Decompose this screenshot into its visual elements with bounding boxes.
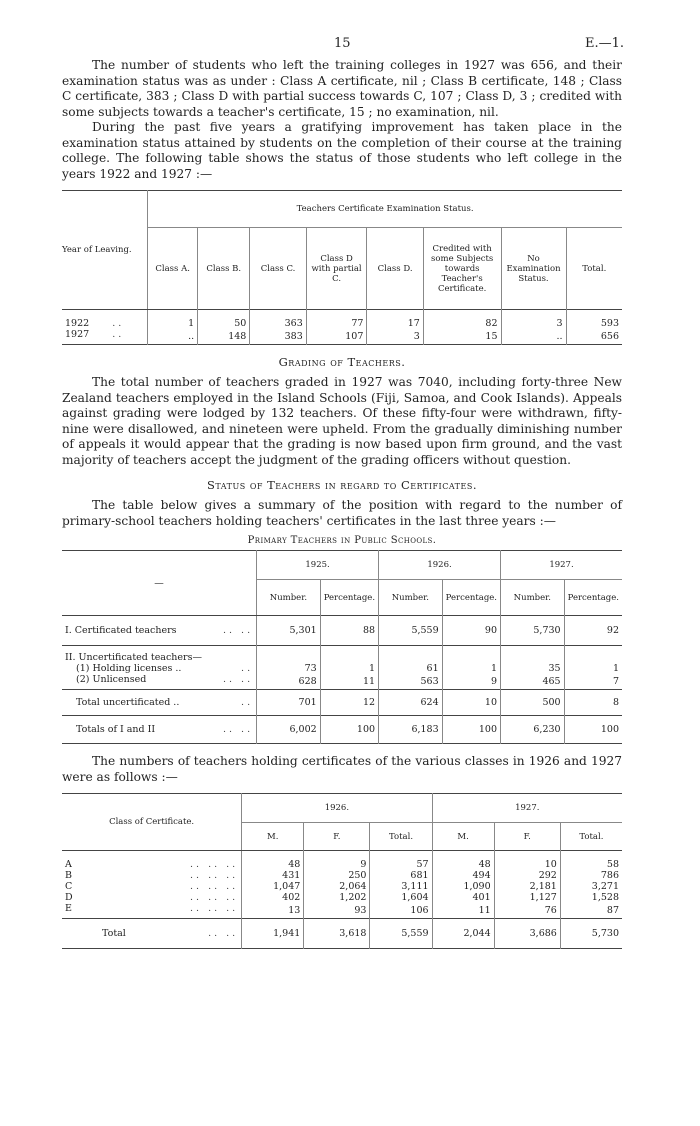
col-percentage: Percentage.: [442, 580, 500, 616]
col-total: Total.: [560, 823, 622, 851]
cell: 35: [501, 663, 565, 674]
class-of-certificate-header: Class of Certificate.: [62, 794, 242, 851]
cell: 92: [564, 616, 622, 646]
col-no-examination: No Examination Status.: [501, 228, 566, 310]
row-label-cell: [62, 892, 242, 903]
cell: 90: [442, 616, 500, 646]
table-row-total: [62, 919, 622, 949]
cell: 1,047: [242, 881, 304, 892]
cell: 1,604: [370, 892, 432, 903]
cell: 431: [242, 870, 304, 881]
cell: 3: [367, 329, 423, 345]
leader-dots: .. ..: [222, 674, 254, 685]
cell: 656: [566, 329, 622, 345]
cell: 500: [501, 690, 565, 716]
cell: 107: [306, 329, 367, 345]
col-class-d: Class D.: [367, 228, 423, 310]
table-row: [62, 329, 622, 345]
cell: ..: [148, 329, 198, 345]
cell: 77: [306, 310, 367, 330]
cell: 15: [423, 329, 501, 345]
cell: 57: [370, 851, 432, 871]
col-female: F.: [304, 823, 370, 851]
row-label-cell: [62, 919, 242, 949]
page-number: 15: [334, 36, 351, 51]
row-label: Total: [102, 928, 126, 939]
cell: 106: [370, 903, 432, 919]
table-row: [62, 674, 622, 690]
table-row: [62, 892, 622, 903]
cell: 8: [564, 690, 622, 716]
cell: 681: [370, 870, 432, 881]
cell: 494: [432, 870, 494, 881]
cell: 383: [250, 329, 306, 345]
row-label: (2) Unlicensed: [76, 674, 147, 685]
row-label-cell: [62, 690, 257, 716]
row-label-cell: [62, 674, 257, 690]
table-row: [62, 616, 622, 646]
leader-dots: ..: [241, 663, 254, 674]
cell: 9: [304, 851, 370, 871]
table-row: [62, 716, 622, 744]
row-label-cell: [62, 851, 242, 871]
col-number: Number.: [257, 580, 321, 616]
year-of-leaving-label: Year of Leaving.: [62, 245, 132, 255]
row-label: E: [65, 903, 72, 914]
cell: 292: [494, 870, 560, 881]
cell: 2,064: [304, 881, 370, 892]
cell: 2,181: [494, 881, 560, 892]
cell: 17: [367, 310, 423, 330]
cell: 11: [432, 903, 494, 919]
row-label-cell: [62, 663, 257, 674]
cell: 61: [379, 663, 443, 674]
row-label: (1) Holding licenses ..: [76, 663, 182, 674]
year-1927-header: 1927.: [501, 551, 623, 580]
cell: 48: [432, 851, 494, 871]
cell: 786: [560, 870, 622, 881]
paragraph-summary: The table below gives a summary of the position with regard to the number of primary-school teachers holding teachers' certificates in the last three years :—: [62, 498, 622, 528]
cell: 1: [320, 663, 378, 674]
cell: 6,183: [379, 716, 443, 744]
row-label: Total uncertificated ..: [76, 697, 180, 708]
cell: 13: [242, 903, 304, 919]
col-percentage: Percentage.: [564, 580, 622, 616]
certificate-classes-table: [62, 793, 622, 949]
cell: ..: [501, 329, 566, 345]
cell: 10: [442, 690, 500, 716]
cell: 5,559: [379, 616, 443, 646]
cell: 100: [564, 716, 622, 744]
examination-status-table: [62, 190, 622, 345]
table-row: [62, 881, 622, 892]
cell: 1,127: [494, 892, 560, 903]
year-label: 1927: [65, 329, 90, 340]
cell: 465: [501, 674, 565, 690]
cell: 3,618: [304, 919, 370, 949]
cell: 100: [320, 716, 378, 744]
cell: 628: [257, 674, 321, 690]
cell: 7: [564, 674, 622, 690]
cell: 593: [566, 310, 622, 330]
col-male: M.: [242, 823, 304, 851]
heading-status-certificates: Status of Teachers in regard to Certificates.: [207, 478, 477, 492]
cell: 250: [304, 870, 370, 881]
row-label-cell: [62, 903, 242, 919]
cell: 93: [304, 903, 370, 919]
table-row: [62, 903, 622, 919]
page-header: [62, 36, 622, 58]
leader-dots: ..: [241, 697, 254, 708]
cell: 1: [564, 663, 622, 674]
leader-dots: .. .. ..: [190, 881, 239, 892]
table-row: [62, 646, 622, 664]
leader-dots: .. ..: [222, 724, 254, 735]
document-page: [62, 36, 622, 949]
cell: 2,044: [432, 919, 494, 949]
row-label: Totals of I and II: [76, 724, 156, 735]
row-label-cell: [62, 870, 242, 881]
col-female: F.: [494, 823, 560, 851]
leader-dots: ..: [112, 318, 125, 329]
table-row: [62, 870, 622, 881]
paragraph-certificate-classes: The numbers of teachers holding certificates of the various classes in 1926 and 1927 were as follows :—: [62, 754, 622, 784]
cell: 3,271: [560, 881, 622, 892]
table-row: [62, 310, 622, 330]
leader-dots: .. .. ..: [190, 892, 239, 903]
leader-dots: .. .. ..: [190, 870, 239, 881]
cell: 10: [494, 851, 560, 871]
heading-primary-teachers: Primary Teachers in Public Schools.: [247, 535, 437, 546]
col-number: Number.: [379, 580, 443, 616]
cell: 73: [257, 663, 321, 674]
cell: 76: [494, 903, 560, 919]
year-1925-header: 1925.: [257, 551, 379, 580]
cell: 58: [560, 851, 622, 871]
cell: 1,090: [432, 881, 494, 892]
cell: 1,528: [560, 892, 622, 903]
cell: 6,230: [501, 716, 565, 744]
year-1926-header: 1926.: [242, 794, 432, 823]
cell: 1,941: [242, 919, 304, 949]
cell: 6,002: [257, 716, 321, 744]
leader-dots: .. .. ..: [190, 903, 239, 914]
cell: 5,730: [501, 616, 565, 646]
col-total: Total.: [370, 823, 432, 851]
cell: 701: [257, 690, 321, 716]
row-label: C: [65, 881, 73, 892]
col-class-c: Class C.: [250, 228, 306, 310]
table-row: [62, 851, 622, 871]
cell: 5,559: [370, 919, 432, 949]
primary-teachers-table: [62, 550, 622, 744]
cell: 100: [442, 716, 500, 744]
cell: 3,111: [370, 881, 432, 892]
cell: 363: [250, 310, 306, 330]
row-label: II. Uncertificated teachers—: [65, 652, 202, 663]
exam-status-group-header: Teachers Certificate Examination Status.: [148, 191, 622, 228]
leader-dots: ..: [112, 329, 125, 340]
cell: 624: [379, 690, 443, 716]
cell: 82: [423, 310, 501, 330]
table-row: [62, 663, 622, 674]
cell: 148: [198, 329, 250, 345]
table-row: [62, 690, 622, 716]
cell: 3: [501, 310, 566, 330]
cell: 50: [198, 310, 250, 330]
row-label-cell: [62, 881, 242, 892]
cell: 401: [432, 892, 494, 903]
col-class-b: Class B.: [198, 228, 250, 310]
year-of-leaving-header: [62, 191, 148, 310]
cell: 402: [242, 892, 304, 903]
col-credited-subjects: Credited with some Subjects towards Teacher's Certificate.: [423, 228, 501, 310]
row-label: I. Certificated teachers: [65, 625, 177, 636]
leader-dots: .. ..: [208, 928, 239, 939]
col-class-a: Class A.: [148, 228, 198, 310]
cell: 1: [148, 310, 198, 330]
row-label: A: [65, 859, 72, 870]
heading-grading: Grading of Teachers.: [278, 355, 406, 369]
cell: 87: [560, 903, 622, 919]
col-male: M.: [432, 823, 494, 851]
cell: 1,202: [304, 892, 370, 903]
row-label: B: [65, 870, 72, 881]
cell: 88: [320, 616, 378, 646]
cell: 5,730: [560, 919, 622, 949]
cell: 48: [242, 851, 304, 871]
year-1926-header: 1926.: [379, 551, 501, 580]
cell: 3,686: [494, 919, 560, 949]
paragraph-students-left: The number of students who left the training colleges in 1927 was 656, and their examination status was as under : Class A certificate, nil ; Class B certificate, 148 ; Class C certificate, 383 ; Class D with partial success towards C, 107 ; Class D, 3 ; credited with some subjects towards a teacher's certificate, 15 ; no examination, nil.: [62, 58, 622, 119]
row-label-cell: [62, 716, 257, 744]
cell: 1: [442, 663, 500, 674]
year-cell: [62, 329, 148, 345]
paragraph-improvement: During the past five years a gratifying improvement has taken place in the examination status attained by students on the completion of their course at the training college. The following table shows the status of those students who left college in the years 1922 and 1927 :—: [62, 120, 622, 181]
document-reference: E.—1.: [584, 36, 624, 51]
paragraph-grading: The total number of teachers graded in 1927 was 7040, including forty-three New Zealand teachers employed in the Island Schools (Fiji, Samoa, and Cook Islands). Appeals against grading were lodged by 132 teachers. Of these fifty-four were withdrawn, fifty-nine were disallowed, and nineteen were upheld. From the gradually diminishing number of appeals it would appear that the grading is now based upon firm ground, and the vast majority of teachers accept the judgment of the grading officers without question.: [62, 375, 622, 467]
leader-dots: .. .. ..: [190, 859, 239, 870]
row-label: D: [65, 892, 73, 903]
year-1927-header: 1927.: [432, 794, 622, 823]
year-cell: [62, 310, 148, 330]
cell: 563: [379, 674, 443, 690]
col-total: Total.: [566, 228, 622, 310]
year-label: 1922: [65, 318, 90, 329]
row-label-cell: [62, 616, 257, 646]
blank-header: —: [62, 551, 257, 616]
cell: 12: [320, 690, 378, 716]
col-class-d-partial-c: Class D with partial C.: [306, 228, 367, 310]
leader-dots: .. ..: [222, 625, 254, 636]
col-percentage: Percentage.: [320, 580, 378, 616]
cell: 9: [442, 674, 500, 690]
cell: 11: [320, 674, 378, 690]
col-number: Number.: [501, 580, 565, 616]
cell: 5,301: [257, 616, 321, 646]
